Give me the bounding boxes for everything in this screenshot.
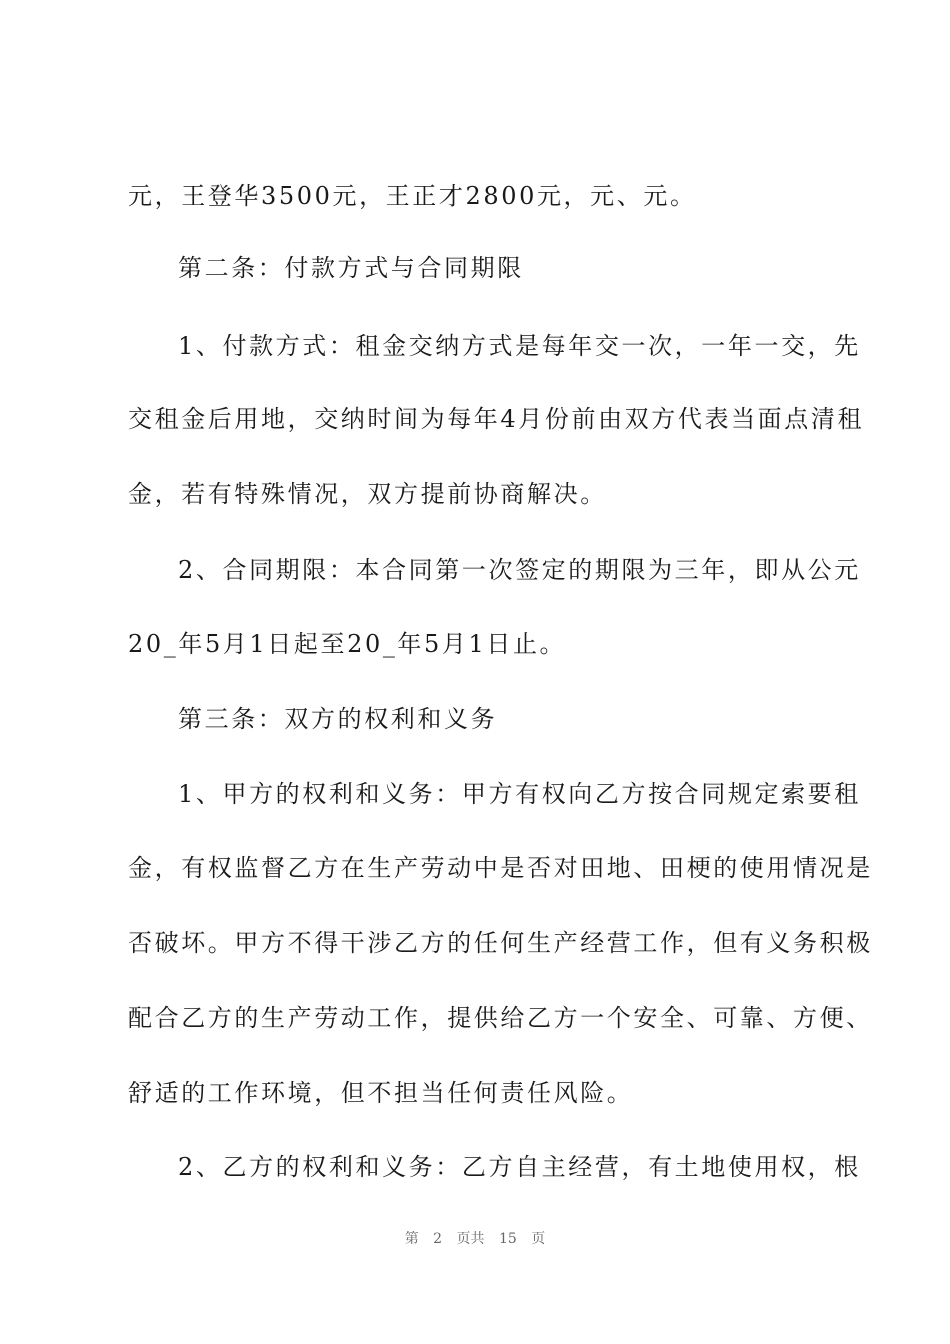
text-line-6: 2、合同期限：本合同第一次签定的期限为三年，即从公元 [178,556,861,584]
text-line-4: 交租金后用地，交纳时间为每年4月份前由双方代表当面点清租 [128,405,865,433]
page-footer: 第 2 页共 15 页 [404,1231,546,1247]
text-line-3: 1、付款方式：租金交纳方式是每年交一次，一年一交，先 [178,332,861,360]
text-line-13: 舒适的工作环境，但不担当任何责任风险。 [128,1079,634,1107]
text-line-7: 20_年5月1日起至20_年5月1日止。 [128,630,567,658]
text-line-14: 2、乙方的权利和义务：乙方自主经营，有土地使用权，根 [178,1153,861,1181]
text-line-11: 否破坏。甲方不得干涉乙方的任何生产经营工作，但有义务积极 [128,929,873,957]
text-line-10: 金，有权监督乙方在生产劳动中是否对田地、田梗的使用情况是 [128,854,873,882]
section-heading-2: 第二条：付款方式与合同期限 [178,254,524,282]
text-line-1: 元，王登华3500元，王正才2800元，元、元。 [128,182,697,210]
text-line-5: 金，若有特殊情况，双方提前协商解决。 [128,480,607,508]
section-heading-3: 第三条：双方的权利和义务 [178,705,498,733]
text-line-12: 配合乙方的生产劳动工作，提供给乙方一个安全、可靠、方便、 [128,1004,873,1032]
text-line-9: 1、甲方的权利和义务：甲方有权向乙方按合同规定索要租 [178,780,861,808]
